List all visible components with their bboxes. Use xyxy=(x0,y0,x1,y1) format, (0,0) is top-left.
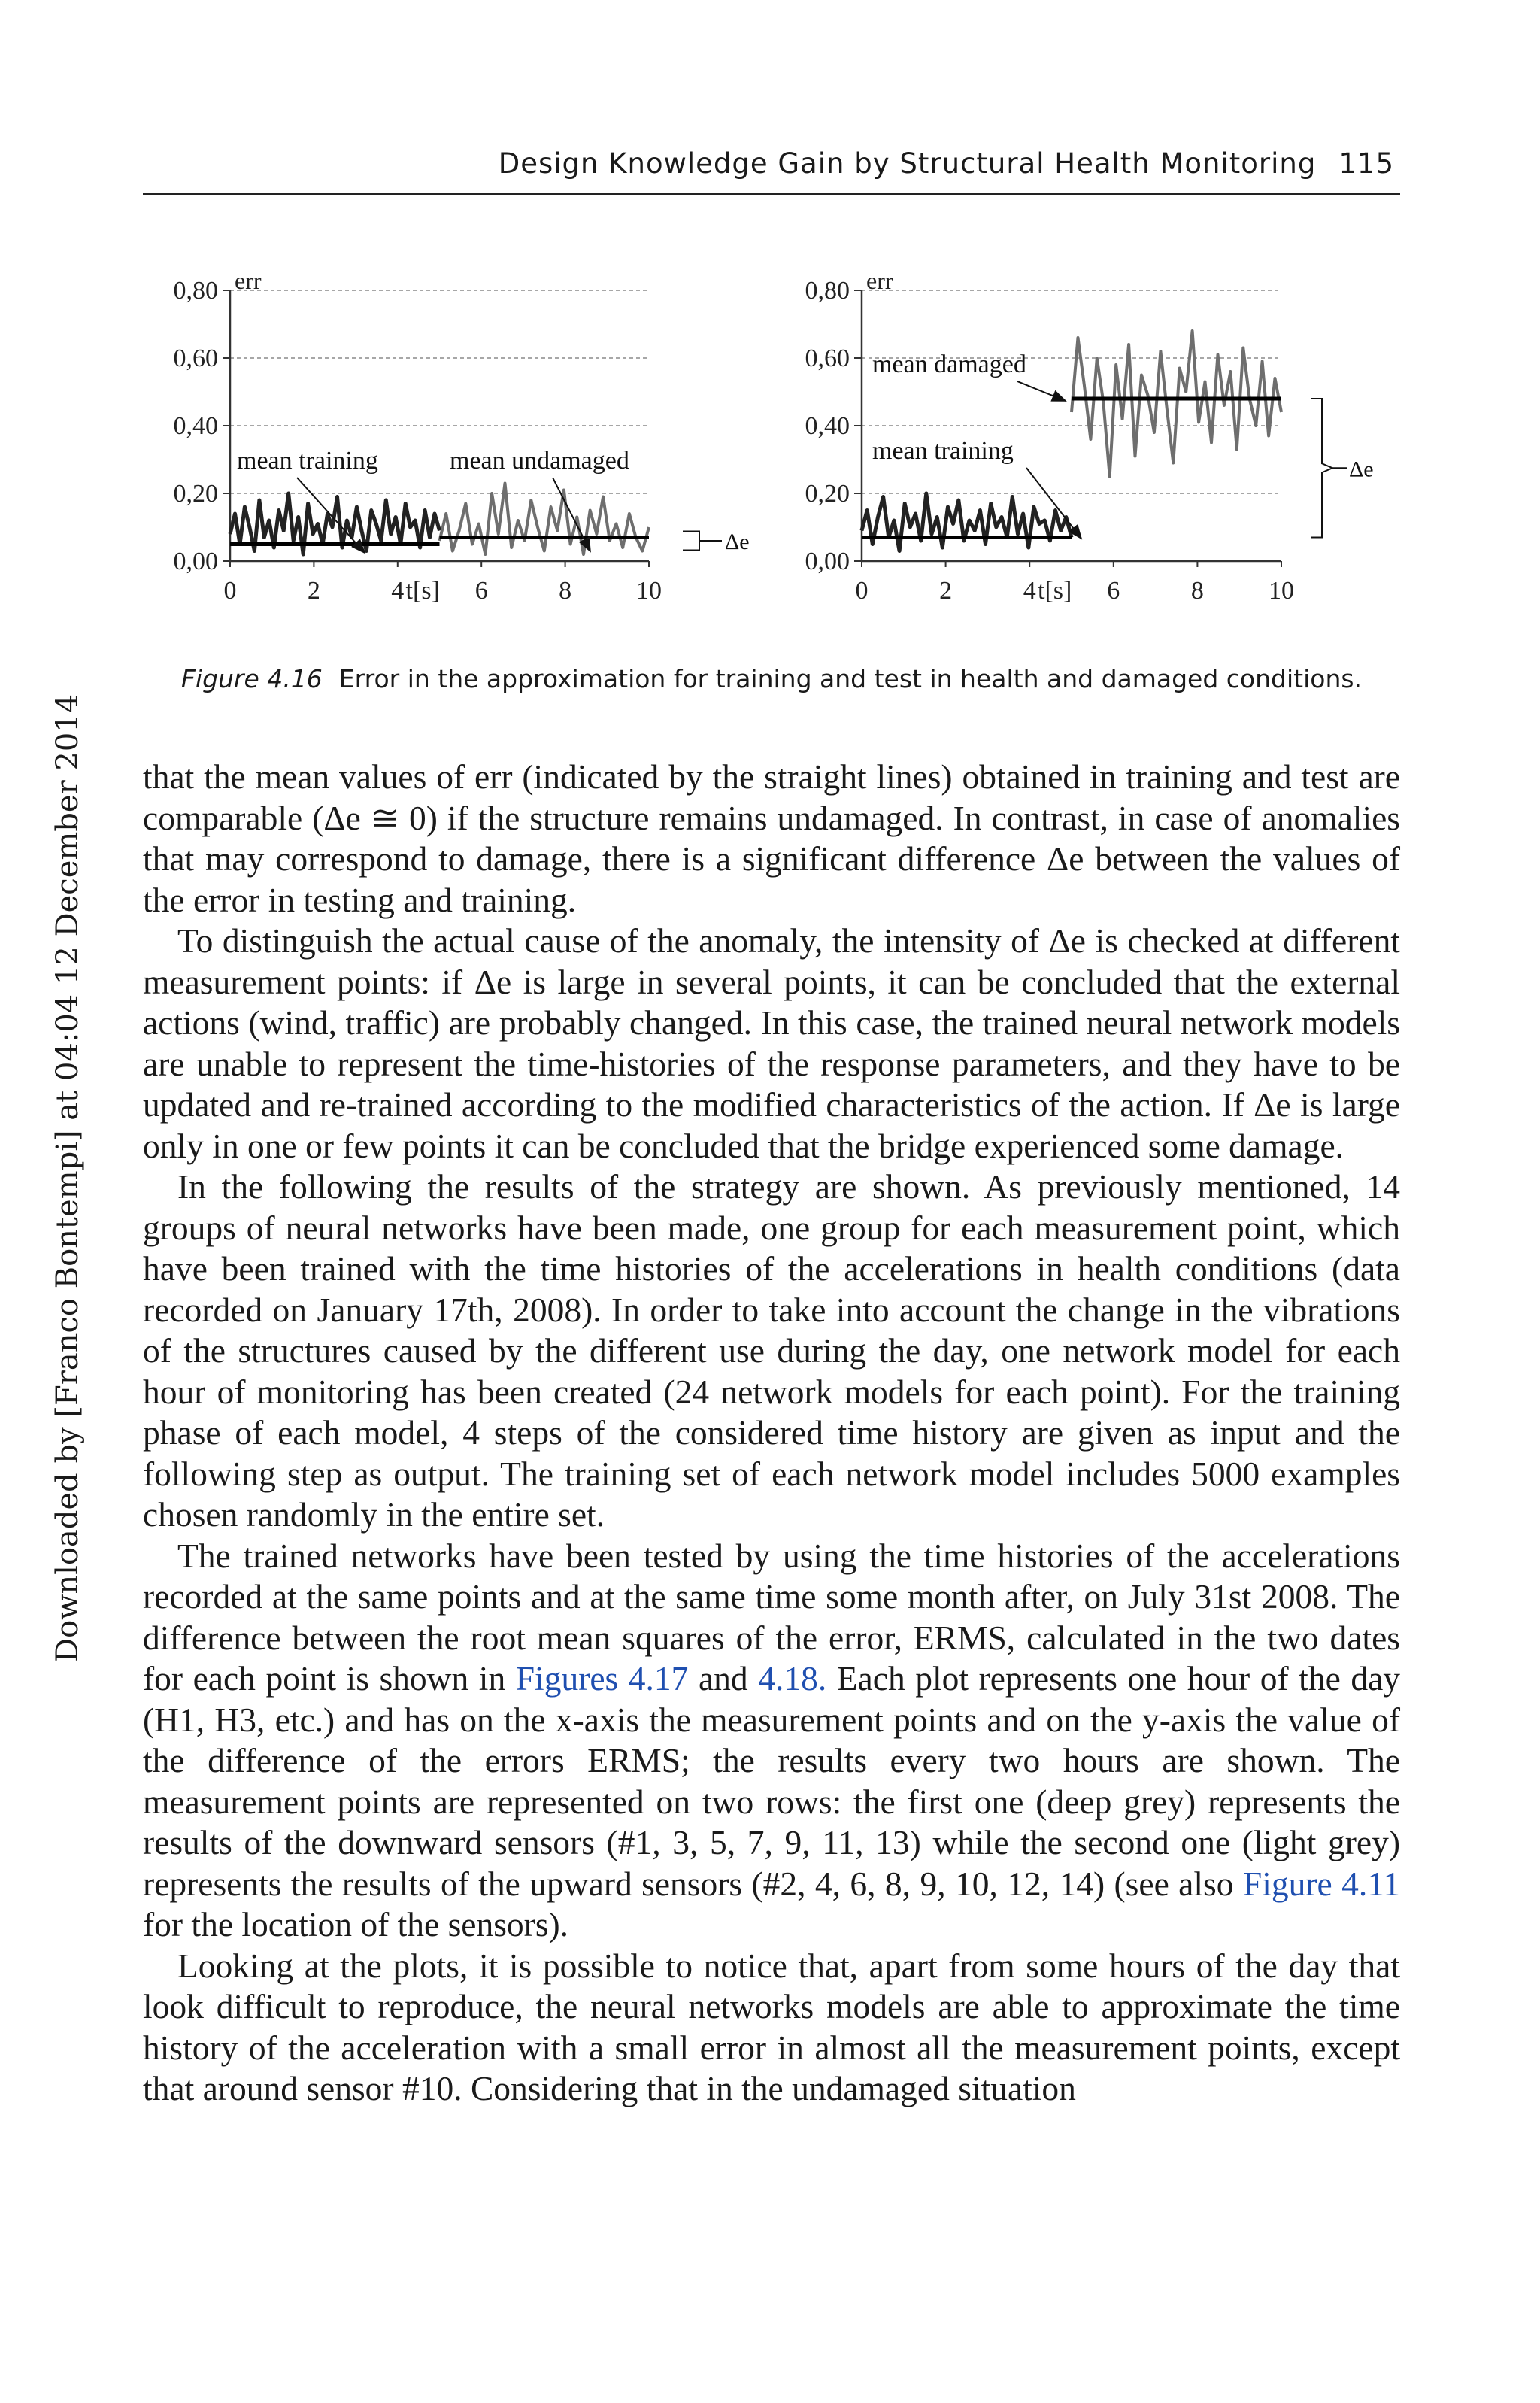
x-axis-label: t[s] xyxy=(405,577,440,605)
x-tick-label: 0 xyxy=(855,577,869,605)
delta-bracket xyxy=(683,532,699,551)
paragraph-4-part-1: The trained networks have been tested by using the time histories of the accelerations recorded at the same points and at the same time some month after, on July 31st 2008. The difference between the root mean squares of the error, ERMS, calculated in the two dates for each point is shown in xyxy=(143,1536,1400,1698)
header-rule xyxy=(143,193,1400,195)
y-tick-label: 0,40 xyxy=(173,412,218,440)
link-figure-4-11[interactable]: Figure 4.11 xyxy=(1242,1864,1401,1903)
y-tick-label: 0,60 xyxy=(173,344,218,372)
x-tick-label: 8 xyxy=(1190,577,1204,605)
y-tick-label: 0,80 xyxy=(173,277,218,305)
running-head xyxy=(143,147,1394,180)
paragraph-1: that the mean values of err (indicated by the straight lines) obtained in training and test are comparable (Δe ≅ 0) if the structure remains undamaged. In contrast, in case of anomalies that may correspond to damage, there is a significant difference Δe between the values of the error in testing and training. xyxy=(143,757,1400,919)
caption-text: Error in the approximation for training and test in health and damaged conditions. xyxy=(338,664,1363,693)
chart-1 xyxy=(174,267,750,605)
y-tick-label: 0,20 xyxy=(173,480,218,508)
y-tick-label: 0,00 xyxy=(805,548,850,575)
annotation-label: mean training xyxy=(872,437,1014,465)
delta-label: Δe xyxy=(1349,457,1374,482)
x-tick-label: 0 xyxy=(223,577,237,605)
x-tick-label: 6 xyxy=(474,577,488,605)
series-training-error xyxy=(862,493,1072,551)
annotation-label: mean undamaged xyxy=(450,447,629,475)
y-tick-label: 0,60 xyxy=(805,344,850,372)
paragraph-4-and: and xyxy=(698,1659,748,1698)
paragraph-2: To distinguish the actual cause of the anomaly, the intensity of Δe is checked at different measurement points: if Δe is large in several points, it can be concluded that the external actions (wind, traffic) are probably changed. In this case, the trained neural network models are unable to represent the time-histories of the response parameters, and they have to be updated and re-trained according to the modified characteristics of the action. If Δe is large only in one or few points it can be concluded that the bridge experienced some damage. xyxy=(143,921,1400,1165)
x-tick-label: 6 xyxy=(1107,577,1120,605)
paragraph-3: In the following the results of the strategy are shown. As previously mentioned, 14 groups of neural networks have been made, one group for each measurement point, which have been trained with the time histories of the accelerations in health conditions (data recorded on January 17th, 2008). In order to take into account the change in the vibrations of the structures caused by the different use during the day, one network model for each hour of monitoring has been created (24 network models for each point). For the training phase of each model, 4 steps of the considered time history are given as input and the following step as output. The training set of each network model includes 5000 examples chosen randomly in the entire set. xyxy=(143,1167,1400,1534)
page-number: 115 xyxy=(1338,147,1394,180)
annotation-arrow xyxy=(1017,381,1066,401)
caption-label: Figure 4.16 xyxy=(180,664,323,693)
download-notice: Downloaded by [Franco Bontempi] at 04:04 12 December 2014 xyxy=(50,693,85,1662)
x-tick-label: 8 xyxy=(559,577,572,605)
paragraph-5: Looking at the plots, it is possible to notice that, apart from some hours of the day that look difficult to reproduce, the neural networks models are able to approximate the time history of the acceleration with a small error in almost all the measurement points, except that around sensor #10. Considering that in the undamaged situation xyxy=(143,1946,1400,2107)
paragraph-4-part-3: for the location of the sensors). xyxy=(143,1905,569,1943)
delta-label: Δe xyxy=(725,529,750,554)
delta-bracket xyxy=(1311,399,1332,538)
x-tick-label: 10 xyxy=(1269,577,1294,605)
annotation-label: mean training xyxy=(237,447,378,475)
y-tick-label: 0,80 xyxy=(805,277,850,305)
body-text xyxy=(143,757,1400,2110)
x-tick-label: 4 xyxy=(391,577,405,605)
paragraph-4 xyxy=(143,1536,1400,1946)
running-title: Design Knowledge Gain by Structural Health Monitoring xyxy=(498,147,1317,180)
paragraph-4-part-2: Each plot represents one hour of the day (H1, H3, etc.) and has on the x-axis the measurement points and on the y-axis the value of the difference of the errors ERMS; the results every two hours are shown. The measurement points are represented on two rows: the first one (deep grey) represents the results of the downward sensors (#1, 3, 5, 7, 9, 11, 13) while the second one (light grey) represents the results of the upward sensors (#2, 4, 6, 8, 9, 10, 12, 14) (see also xyxy=(143,1659,1401,1903)
x-tick-label: 10 xyxy=(636,577,662,605)
y-axis-label: err xyxy=(866,267,893,294)
y-tick-label: 0,00 xyxy=(173,548,218,575)
y-tick-label: 0,40 xyxy=(805,412,850,440)
x-tick-label: 4 xyxy=(1023,577,1036,605)
link-figure-4-18[interactable]: 4.18. xyxy=(758,1659,827,1698)
link-figures-4-17[interactable]: Figures 4.17 xyxy=(515,1659,689,1698)
x-tick-label: 2 xyxy=(939,577,953,605)
figure-4-16 xyxy=(135,256,1414,647)
figure-caption xyxy=(143,664,1400,693)
series-test-error-damaged- xyxy=(1072,331,1281,477)
chart-2 xyxy=(805,267,1374,605)
x-tick-label: 2 xyxy=(307,577,320,605)
x-axis-label: t[s] xyxy=(1038,577,1072,605)
annotation-label: mean damaged xyxy=(872,350,1026,378)
y-axis-label: err xyxy=(235,267,262,294)
y-tick-label: 0,20 xyxy=(805,480,850,508)
